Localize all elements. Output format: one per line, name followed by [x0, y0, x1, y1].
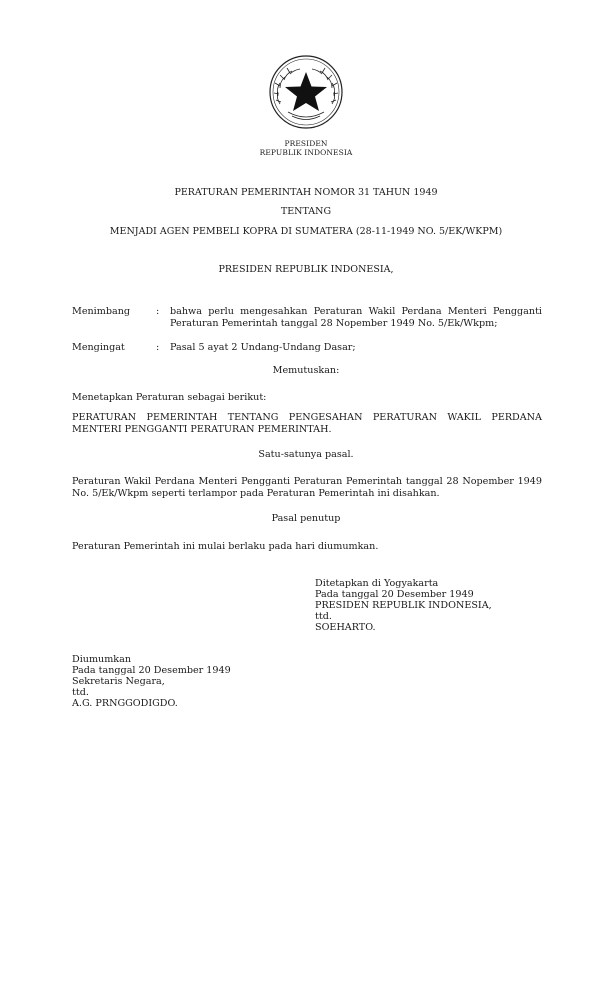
signature-date: Pada tanggal 20 Desember 1949 [315, 589, 474, 600]
issuer-heading: PRESIDEN REPUBLIK INDONESIA, [218, 264, 394, 275]
pasal-text: Peraturan Wakil Perdana Menteri Pengganti Peraturan Pemerintah tanggal 28 Nopember 1949 No. 5/Ek/Wkpm seperti terlampor pada Peraturan Pemerintah ini disahkan. [72, 476, 542, 499]
menetapkan-text: Menetapkan Peraturan sebagai berikut: [72, 392, 267, 403]
mengingat-text: Pasal 5 ayat 2 Undang-Undang Dasar; [170, 342, 356, 353]
signature-ttd: ttd. [315, 611, 332, 622]
signature-title: PRESIDEN REPUBLIK INDONESIA, [315, 600, 492, 611]
menimbang-label: Menimbang [72, 306, 131, 317]
mengingat-colon: : [156, 342, 160, 353]
garuda-star-emblem-icon [266, 52, 346, 132]
signature-block [315, 578, 555, 633]
announcement-date: Pada tanggal 20 Desember 1949 [72, 665, 231, 676]
signature-name: SOEHARTO. [315, 622, 376, 633]
memutuskan-heading: Memutuskan: [272, 365, 340, 376]
announcement-title: Sekretaris Negara, [72, 676, 165, 687]
decision-title: PERATURAN PEMERINTAH TENTANG PENGESAHAN PERATURAN WAKIL PERDANA MENTERI PENGGANTI PERATURAN PEMERINTAH. [72, 412, 542, 435]
announcement-ttd: ttd. [72, 687, 89, 698]
penutup-text: Peraturan Pemerintah ini mulai berlaku pada hari diumumkan. [72, 541, 379, 552]
regulation-tentang: TENTANG [280, 206, 332, 217]
menimbang-text: bahwa perlu mengesahkan Peraturan Wakil Perdana Menteri Pengganti Peraturan Pemerintah tanggal 28 Nopember 1949 No. 5/Ek/Wkpm; [170, 306, 542, 329]
signature-place: Ditetapkan di Yogyakarta [315, 578, 439, 589]
menimbang-colon: : [156, 306, 160, 317]
announcement-name: A.G. PRNGGODIGDO. [72, 698, 178, 709]
penutup-heading: Pasal penutup [271, 513, 341, 524]
announcement-block [72, 654, 312, 709]
regulation-subject: MENJADI AGEN PEMBELI KOPRA DI SUMATERA (28-11-1949 NO. 5/EK/WKPM) [109, 226, 503, 237]
seal-caption-line1: PRESIDEN [284, 139, 328, 148]
regulation-title: PERATURAN PEMERINTAH NOMOR 31 TAHUN 1949 [174, 187, 438, 198]
seal-caption-line2: REPUBLIK INDONESIA [259, 148, 353, 157]
pasal-heading: Satu-satunya pasal. [258, 449, 354, 460]
announcement-label: Diumumkan [72, 654, 132, 665]
mengingat-label: Mengingat [72, 342, 125, 353]
